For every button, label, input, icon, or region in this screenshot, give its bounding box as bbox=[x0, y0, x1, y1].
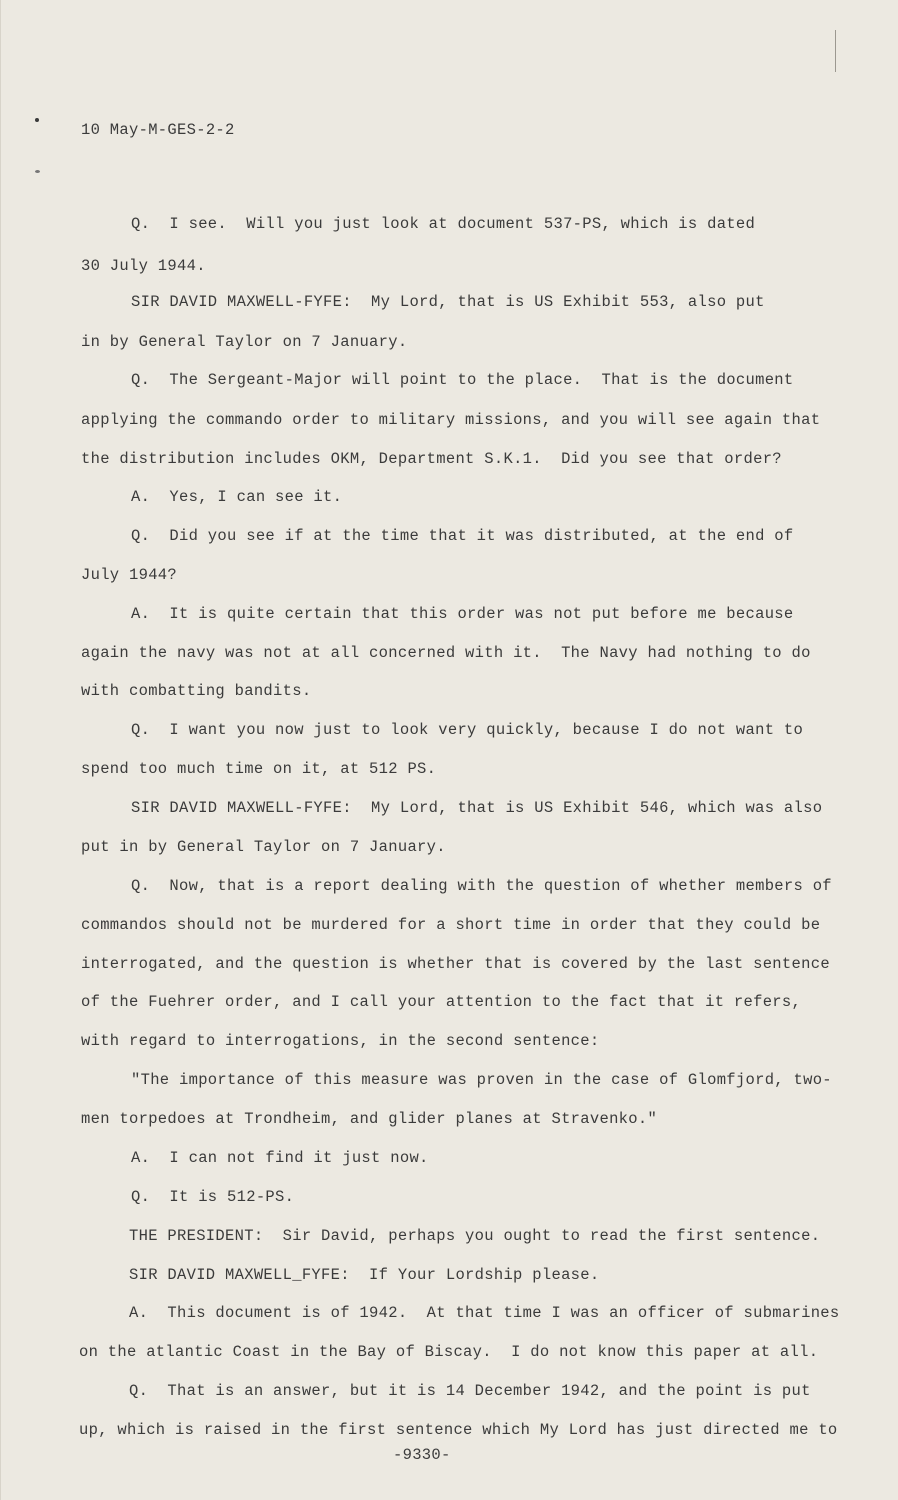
text-line: Q. I see. Will you just look at document 537-PS, which is dated bbox=[131, 215, 756, 233]
page-header: 10 May-M-GES-2-2 bbox=[81, 121, 235, 139]
text-line: Q. That is an answer, but it is 14 December 1942, and the point is put bbox=[129, 1382, 811, 1400]
text-line: spend too much time on it, at 512 PS. bbox=[81, 760, 437, 778]
text-line: A. This document is of 1942. At that time I was an officer of submarines bbox=[129, 1304, 840, 1322]
text-line: July 1944? bbox=[81, 566, 178, 584]
text-line: interrogated, and the question is whether that is covered by the last sentence bbox=[81, 955, 830, 973]
text-line: SIR DAVID MAXWELL-FYFE: My Lord, that is US Exhibit 546, which was also bbox=[131, 799, 823, 817]
text-line: in by General Taylor on 7 January. bbox=[81, 333, 408, 351]
text-line: Q. Now, that is a report dealing with the question of whether members of bbox=[131, 877, 832, 895]
page-edge-mark bbox=[835, 30, 836, 72]
text-line: of the Fuehrer order, and I call your attention to the fact that it refers, bbox=[81, 993, 802, 1011]
margin-dot bbox=[35, 118, 39, 122]
text-line: Q. Did you see if at the time that it was distributed, at the end of bbox=[131, 527, 794, 545]
quoted-line: "The importance of this measure was proven in the case of Glomfjord, two- bbox=[131, 1071, 832, 1089]
text-line: put in by General Taylor on 7 January. bbox=[81, 838, 446, 856]
page-number: -9330- bbox=[393, 1446, 451, 1464]
text-line: Q. The Sergeant-Major will point to the place. That is the document bbox=[131, 371, 794, 389]
text-line: A. It is quite certain that this order was not put before me because bbox=[131, 605, 794, 623]
margin-dot bbox=[35, 170, 40, 173]
text-line: Q. I want you now just to look very quickly, because I do not want to bbox=[131, 721, 804, 739]
text-line: again the navy was not at all concerned with it. The Navy had nothing to do bbox=[81, 644, 811, 662]
text-line: the distribution includes OKM, Department S.K.1. Did you see that order? bbox=[81, 450, 782, 468]
text-line: THE PRESIDENT: Sir David, perhaps you ought to read the first sentence. bbox=[129, 1227, 821, 1245]
text-line: SIR DAVID MAXWELL_FYFE: If Your Lordship please. bbox=[129, 1266, 600, 1284]
text-line: A. Yes, I can see it. bbox=[131, 488, 343, 506]
text-line: A. I can not find it just now. bbox=[131, 1149, 429, 1167]
text-line: with regard to interrogations, in the second sentence: bbox=[81, 1032, 600, 1050]
quoted-line: men torpedoes at Trondheim, and glider planes at Stravenko." bbox=[81, 1110, 658, 1128]
text-line: Q. It is 512-PS. bbox=[131, 1188, 295, 1206]
text-line: with combatting bandits. bbox=[81, 682, 312, 700]
text-line: 30 July 1944. bbox=[81, 257, 206, 275]
text-line: applying the commando order to military missions, and you will see again that bbox=[81, 411, 821, 429]
text-line: commandos should not be murdered for a short time in order that they could be bbox=[81, 916, 821, 934]
text-line: on the atlantic Coast in the Bay of Biscay. I do not know this paper at all. bbox=[79, 1343, 819, 1361]
text-line: SIR DAVID MAXWELL-FYFE: My Lord, that is US Exhibit 553, also put bbox=[131, 293, 765, 311]
text-line: up, which is raised in the first sentence which My Lord has just directed me to bbox=[79, 1421, 838, 1439]
